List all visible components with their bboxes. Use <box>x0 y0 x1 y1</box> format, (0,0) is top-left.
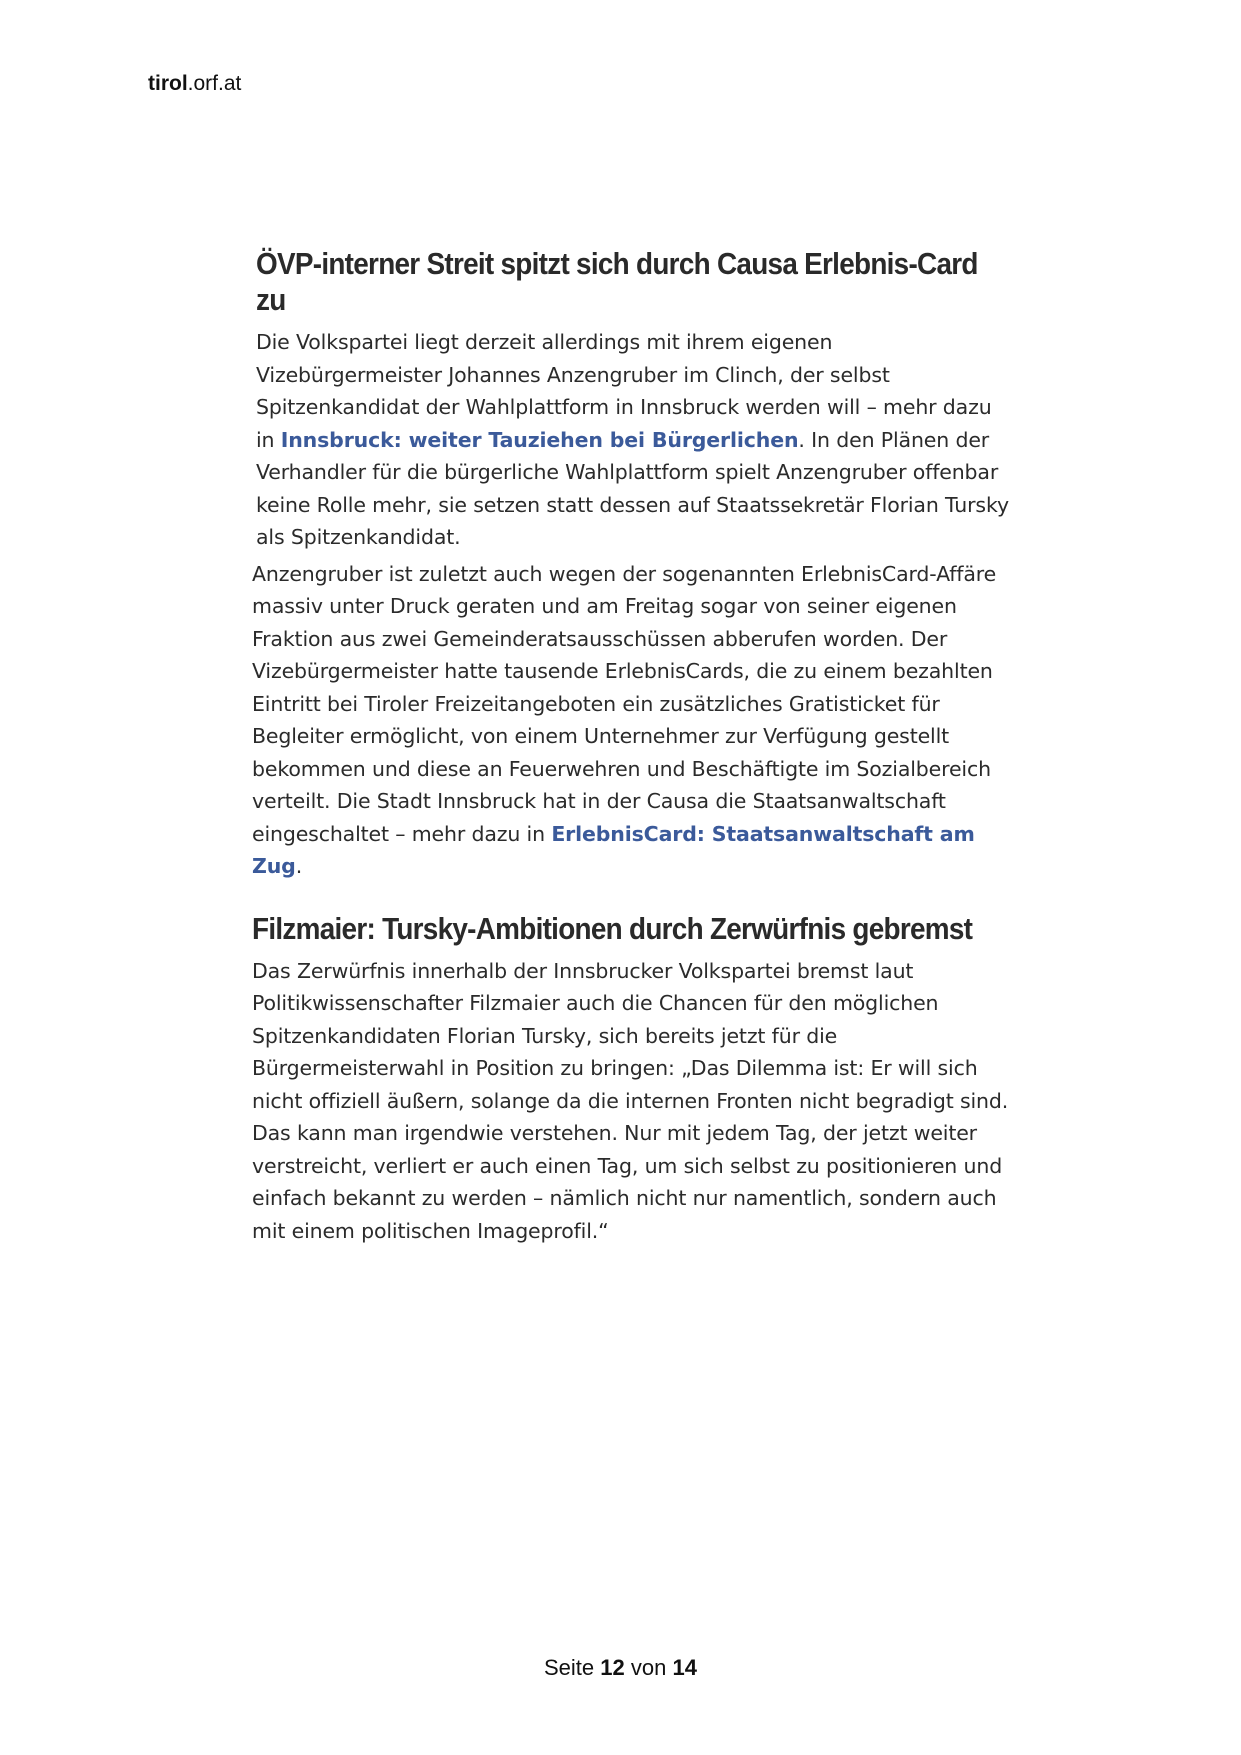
paragraph-text: Die Volkspartei liegt derzeit allerdings mit ihrem eigenen Vizebürgermeister Johannes Anzengruber im Clinch, der selbst Spitzenkandidat der Wahlplattform in Innsbruck werden will – mehr dazu in <box>256 330 992 452</box>
article-link-erlebniscard[interactable]: ErlebnisCard: Staatsanwaltschaft am Zug <box>252 821 975 878</box>
site-name-domain: .orf.at <box>187 72 242 95</box>
article-section <box>252 911 1012 1248</box>
site-name-bold: tirol <box>148 72 188 95</box>
paragraph-text: Das Zerwürfnis innerhalb der Innsbrucker Volkspartei bremst laut Politikwissenschafter Filzmaier auch die Chancen für den möglichen Spitzenkandidaten Florian Tursky, sich bereits jetzt für die Bürgermeisterwahl in Position zu bringen: „Das Dilemma ist: Er will sich nicht offiziell äußern, solange da die internen Fronten nicht begradigt sind. Das kann man irgendwie verstehen. Nur mit jedem Tag, der jetzt weiter verstreicht, verliert er auch einen Tag, um sich selbst zu positionieren und einfach bekannt zu werden – nämlich nicht nur namentlich, sondern auch mit einem politischen Imageprofil.“ <box>252 958 1009 1243</box>
total-pages: 14 <box>672 1655 697 1680</box>
paragraph-text: Anzengruber ist zuletzt auch wegen der sogenannten ErlebnisCard-Affäre massiv unter Druck geraten und am Freitag sogar von seiner eigenen Fraktion aus zwei Gemeinderatsausschüssen abberufen worden. Der Vizebürgermeister hatte tausende ErlebnisCards, die zu einem bezahlten Eintritt bei Tiroler Freizeitangeboten ein zusätzliches Gratisticket für Begleiter ermöglicht, von einem Unternehmer zur Verfügung gestellt bekommen und diese an Feuerwehren und Beschäftigte im Sozialbereich verteilt. Die Stadt Innsbruck hat in der Causa die Staatsanwaltschaft eingeschaltet – mehr dazu in <box>252 561 997 846</box>
current-page: 12 <box>600 1655 625 1680</box>
site-header <box>148 72 241 96</box>
paragraph <box>252 558 1012 883</box>
article-section <box>252 246 1012 883</box>
paragraph-text: . <box>295 854 303 878</box>
section-heading: Filzmaier: Tursky-Ambitionen durch Zerwürfnis gebremst <box>252 910 973 946</box>
page-separator: von <box>630 1655 667 1680</box>
paragraph-text: . In den Plänen der Verhandler für die bürgerliche Wahlplattform spielt Anzengruber offenbar keine Rolle mehr, sie setzen statt dessen auf Staatssekretär Florian Tursky als Spitzenkandidat. <box>256 427 1009 549</box>
section-heading: ÖVP-interner Streit spitzt sich durch Causa Erlebnis-Card zu <box>256 246 978 317</box>
paragraph <box>256 326 1012 554</box>
page-number <box>0 1655 1241 1681</box>
article-link-tauziehen[interactable]: Innsbruck: weiter Tauziehen bei Bürgerlichen <box>280 427 799 452</box>
article <box>252 246 1012 1247</box>
paragraph <box>252 955 1012 1248</box>
page-label: Seite <box>544 1655 595 1680</box>
